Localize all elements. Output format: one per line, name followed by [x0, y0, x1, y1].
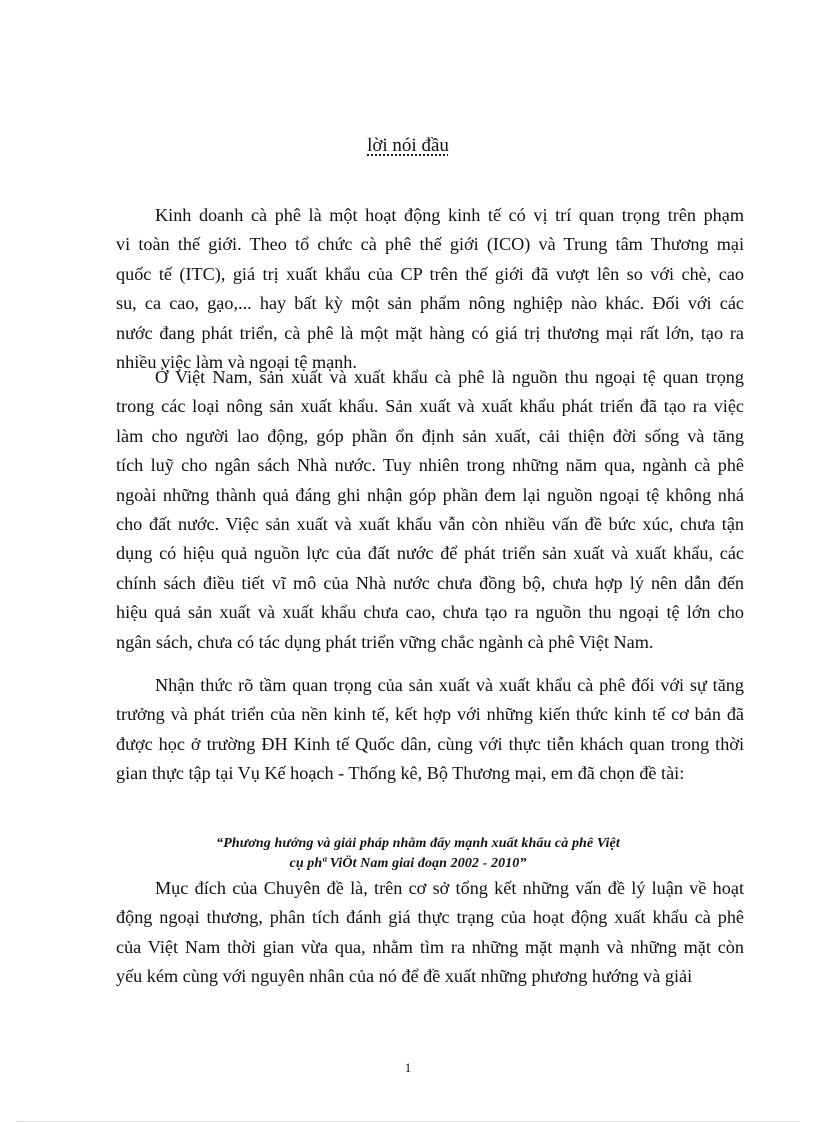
paragraph-purpose — [116, 874, 744, 992]
page-break-divider — [16, 1121, 800, 1122]
title-text: lời nói đầu — [367, 135, 449, 156]
text-line: Ở Việt Nam, sản xuất và xuất khẩu cà phê là nguồn thu ngoại tệ quan trọng — [155, 367, 744, 387]
text-line: yếu kém cùng với nguyên nhân của nó để đề xuất những phương hướng và giải — [116, 966, 693, 987]
text-line: chính sách điều tiết vĩ mô của Nhà nước chưa đồng bộ, chưa hợp lý nên dẫn đến — [116, 572, 744, 593]
text-line: vi toàn thế giới. Theo tổ chức cà phê thế giới (ICO) và Trung tâm Thương mại — [116, 234, 744, 255]
text-line: tích luỹ cho ngân sách Nhà nước. Tuy nhiên trong những năm qua, ngành cà phê — [116, 455, 744, 476]
text-line: động ngoại thương, phân tích đánh giá thực trạng của hoạt động xuất khẩu cà phê — [116, 907, 744, 928]
text-line: của Việt Nam thời gian vừa qua, nhằm tìm ra những mặt mạnh và những mặt còn — [116, 936, 744, 957]
thesis-topic-line: cụ phª ViÖt Nam giai đoạn 2002 - 2010” — [289, 856, 527, 871]
text-line: cho đất nước. Việc sản xuất và xuất khẩu vẫn còn nhiều vấn đề bức xúc, chưa tận — [116, 513, 744, 534]
text-line: nhiều việc làm và ngoại tệ mạnh. — [116, 351, 357, 372]
text-line: su, ca cao, gạo,... hay bất kỳ một sản phẩm nông nghiệp nào khác. Đối với các — [116, 293, 744, 314]
text-line: nước đang phát triển, cà phê là một mặt hàng có giá trị thương mại rất lớn, tạo ra — [116, 322, 744, 343]
text-line: gian thực tập tại Vụ Kế hoạch - Thống kê, Bộ Thương mại, em đã chọn đề tài: — [116, 763, 685, 784]
text-line: ngân sách, chưa có tác dụng phát triển vững chắc ngành cà phê Việt Nam. — [116, 631, 654, 652]
text-line: ngoài những thành quả đáng ghi nhận góp phần đem lại nguồn ngoại tệ không nhá — [116, 484, 744, 505]
text-line: làm cho người lao động, góp phần ổn định sản xuất, cải thiện đời sống và tăng — [116, 425, 744, 446]
text-line: Mục đích của Chuyên đề là, trên cơ sở tổng kết những vấn đề lý luận về hoạt — [155, 878, 744, 898]
paragraph-awareness — [116, 671, 744, 789]
text-line: dụng có hiệu quả nguồn lực của đất nước để phát triển sản xuất và xuất khẩu, các — [116, 543, 744, 564]
page-number: 1 — [404, 1060, 412, 1075]
text-line: Kinh doanh cà phê là một hoạt động kinh tế có vị trí quan trọng trên phạm — [155, 205, 744, 225]
paragraph-vietnam — [116, 363, 744, 657]
text-line: Nhận thức rõ tầm quan trọng của sản xuất và xuất khẩu cà phê đối với sự tăng — [155, 675, 744, 695]
paragraph-intro — [116, 201, 744, 377]
page-title — [0, 134, 816, 158]
text-line: được học ở trường ĐH Kinh tế Quốc dân, cùng với thực tiễn khách quan trong thời — [116, 733, 744, 754]
text-line: trong các loại nông sản xuất khẩu. Sản xuất và xuất khẩu phát triển đã tạo ra việc — [116, 396, 744, 417]
text-line: quốc tế (ITC), giá trị xuất khẩu của CP trên thế giới đã vượt lên so với chè, cao — [116, 263, 744, 284]
text-line: trưởng và phát triển của nền kinh tế, kết hợp với những kiến thức kinh tế cơ bản đã — [116, 704, 744, 725]
thesis-topic-line: “Phương hướng và giải pháp nhằm đẩy mạnh xuất khẩu cà phê Việt — [216, 836, 620, 851]
thesis-topic — [0, 834, 816, 874]
text-line: hiệu quả sản xuất và xuất khẩu chưa cao, chưa tạo ra nguồn thu ngoại tệ lớn cho — [116, 602, 744, 623]
